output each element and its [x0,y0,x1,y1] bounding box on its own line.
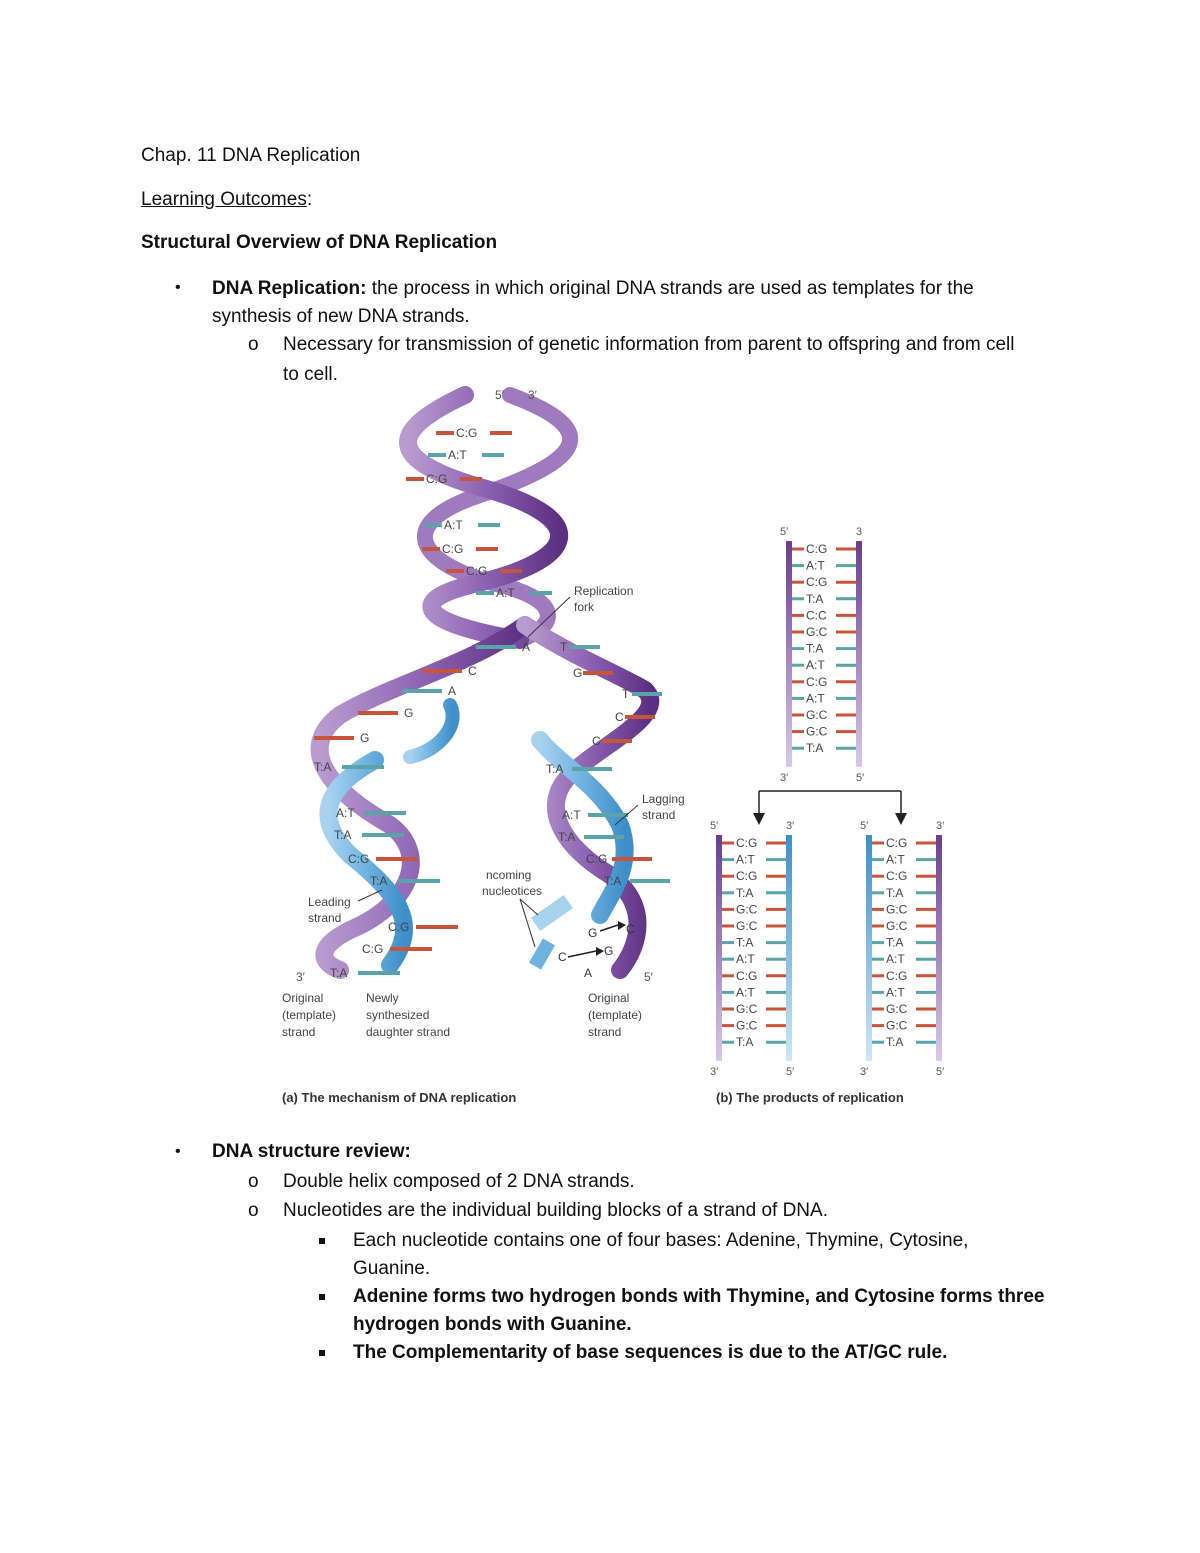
helix-top-base-pair: C:G [466,564,488,578]
sub-bullet-glyph-2: o [248,1171,259,1192]
ladder-product-left-base-pair: G:C [736,1002,758,1016]
helix-top-base-pair: A:T [496,586,515,600]
ladder-product-right-base-pair: G:C [886,919,908,933]
right-daughter-base-pair: T:A [604,874,622,888]
ladder-product-left-base-pair: A:T [736,852,755,867]
ladder-product-right-base-pair: G:C [886,902,908,917]
ladder-product-left-base-pair: G:C [736,902,758,917]
incoming-nucleotide-1 [531,895,573,931]
ladder-parent-base-pair: A:T [806,658,825,673]
right-daughter-base-pair: C:G [586,852,608,866]
caption-b: (b) The products of replication [716,1090,904,1105]
fork-left-base: G [404,706,414,720]
fork-left-base: C [468,664,477,678]
helix-top-base-pair: A:T [448,448,467,462]
right-bottom-five-prime: 5′ [644,970,653,984]
chapter-title: Chap. 11 DNA Replication [141,145,361,166]
ladder-product-left-base-pair: A:T [736,985,755,1000]
learning-outcomes-label: Learning Outcomes [141,189,307,210]
helix-top-base-pair: C:G [456,426,478,440]
learning-outcomes-colon: : [306,189,313,210]
ladder-product-right-top-right-end: 3′ [936,820,945,832]
helix-top-base-pair: C:G [426,472,448,486]
fork-right-base: T [622,687,630,701]
ladder-product-right-base-pair: A:T [886,952,905,967]
ladder-product-left-base-pair: A:T [736,952,755,967]
ladder-parent-bottom-left-end: 3′ [780,771,789,784]
arrow-right-head [895,813,907,825]
bullet2-sub1: Double helix composed of 2 DNA strands. [283,1171,635,1192]
dna-replication-figure [270,385,970,1115]
incoming-base: G [604,944,614,958]
original-left-1: Original [282,991,324,1005]
ladder-product-right-base-pair: T:A [886,935,904,950]
bullet2-sub2: Nucleotides are the individual building blocks of a strand of DNA. [283,1200,828,1221]
fork-right-base: G [573,666,583,680]
leading-strand-label-2: strand [308,911,342,925]
fork-left-base: G [360,731,370,745]
ladder-product-left-base-pair: T:A [736,1035,754,1050]
fork-right-base: C [615,710,624,724]
bullet2-term: DNA structure review: [212,1141,411,1162]
ladder-product-right-bottom-right-end: 5′ [936,1065,945,1078]
ladder-product-left-base-pair: G:C [736,1018,758,1033]
incoming-arrow-2 [568,951,596,957]
ladder-product-left-base-pair: C:G [736,968,758,983]
ladder-parent-base-pair: C:G [806,674,828,689]
newly-1: Newly [366,991,399,1005]
ladder-parent-right-backbone [856,541,862,767]
ladder-product-right-base-pair: G:C [886,1018,908,1033]
section-heading: Structural Overview of DNA Replication [141,232,498,253]
ladder-product-left-top-right-end: 3′ [786,820,795,832]
ladder-parent-left-backbone [786,541,792,767]
left-daughter-base-pair: T:A [370,874,388,888]
ladder-product-right-base-pair: A:T [886,852,905,867]
ladder-parent-top-right-end: 3 [856,526,863,538]
ladder-product-left-bottom-left-end: 3′ [710,1065,719,1078]
incoming-base: C [626,922,635,936]
bullet-glyph: • [175,279,181,296]
ladder-product-right-base-pair: T:A [886,885,904,900]
fork-left-base: A [448,684,457,698]
ladder-parent-bottom-right-end: 5′ [856,771,865,784]
newly-2: synthesized [366,1008,430,1022]
ladder-product-right-base-pair: C:G [886,968,908,983]
bullet1-definition-line2: synthesis of new DNA strands. [212,306,470,327]
square-bullet-3 [319,1350,325,1356]
bullet1-sub1-line1: Necessary for transmission of genetic information from parent to offspring and from cell [283,334,1015,355]
left-daughter-base-pair: C:G [348,852,370,866]
incoming-label-1: ncoming [486,868,532,882]
sub-bullet-glyph-3: o [248,1200,259,1221]
bullet2-item1-line2: Guanine. [353,1258,431,1279]
ladder-product-right-base-pair: C:G [886,869,908,884]
left-bottom-three-prime: 3′ [296,970,305,984]
ladder-parent-base-pair: C:C [806,608,827,623]
left-daughter-base-pair: C:G [388,920,410,934]
right-daughter-base-pair: A:T [562,808,581,822]
lagging-strand-label-1: Lagging [642,792,685,806]
left-daughter-fragment [410,705,453,757]
original-right-1: Original [588,991,630,1005]
replication-fork-label-1: Replication [574,584,634,598]
replication-fork-label-2: fork [574,600,595,614]
square-bullet-1 [319,1238,325,1244]
ladder-product-right-bottom-left-end: 3′ [860,1065,869,1078]
right-daughter-base-pair: T:A [558,830,576,844]
ladder-parent-base-pair: T:A [806,741,824,756]
original-left-2: (template) [282,1008,337,1022]
ladder-parent-base-pair: A:T [806,558,825,573]
fork-left-base: A [522,640,531,654]
original-right-2: (template) [588,1008,643,1022]
incoming-arrow-2-head [596,947,604,956]
ladder-product-right-right-backbone [936,835,942,1061]
ladder-parent-base-pair: C:G [806,575,828,590]
ladder-parent-base-pair: G:C [806,724,828,739]
incoming-base: A [584,966,593,980]
ladder-product-left-bottom-right-end: 5′ [786,1065,795,1078]
ladder-product-right-base-pair: A:T [886,985,905,1000]
incoming-label-2: nucleotices [482,884,543,898]
incoming-base: G [588,926,598,940]
right-daughter-base-pair: T:A [546,762,564,776]
ladder-product-left-top-left-end: 5′ [710,820,719,832]
ladder-product-left-base-pair: T:A [736,885,754,900]
helix-top-base-pair: C:G [442,542,464,556]
learning-outcomes-heading [141,188,312,212]
fork-right-base: C [592,734,601,748]
incoming-arrow-1-head [618,921,626,930]
bullet2-item1-line1: Each nucleotide contains one of four bases: Adenine, Thymine, Cytosine, [353,1230,969,1251]
bullet2-item3: The Complementarity of base sequences is due to the AT/GC rule. [353,1342,948,1363]
ladder-parent-base-pair: G:C [806,625,828,639]
left-daughter-base-pair: T:A [330,966,348,980]
bullet1-term: DNA Replication: [212,278,367,299]
ladder-parent-top-left-end: 5′ [780,526,789,538]
ladder-parent-base-pair: T:A [806,641,824,656]
ladder-product-left-base-pair: C:G [736,836,758,850]
bullet1-line1 [212,277,974,301]
bullet1-definition-line1: the process in which original DNA strands are used as templates for the [366,278,974,299]
newly-3: daughter strand [366,1025,451,1039]
ladder-product-left-base-pair: C:G [736,869,758,884]
bullet1-sub1-line2: to cell. [283,364,338,385]
ladder-product-left-left-backbone [716,835,722,1061]
ladder-product-right-base-pair: C:G [886,836,908,850]
incoming-nucleotide-2 [529,938,555,969]
ladder-parent-base-pair: C:G [806,542,828,556]
left-daughter-base-pair: A:T [336,806,355,820]
fork-right-base: T [560,640,568,654]
ladder-product-left-right-backbone [786,835,792,1061]
caption-a: (a) The mechanism of DNA replication [282,1090,517,1105]
ladder-parent-base-pair: T:A [806,591,824,606]
left-daughter-base-pair: T:A [314,760,332,774]
helix-top-five-prime: 5′ [495,388,504,402]
left-daughter-base-pair: C:G [362,942,384,956]
leading-strand-pointer [358,890,382,901]
incoming-base: C [558,950,567,964]
ladder-product-left-base-pair: T:A [736,935,754,950]
incoming-arrow-1 [600,925,618,931]
helix-top-three-prime: 3′ [528,388,537,402]
original-left-3: strand [282,1025,316,1039]
ladder-parent-base-pair: G:C [806,708,828,722]
ladder-product-right-top-left-end: 5′ [860,820,869,832]
fork-left-template-strand [320,625,525,970]
square-bullet-2 [319,1294,325,1300]
bullet2-item2-line2: hydrogen bonds with Guanine. [353,1314,632,1335]
left-daughter-base-pair: T:A [334,828,352,842]
lagging-strand-label-2: strand [642,808,676,822]
helix-top-base-pair: A:T [444,518,463,532]
ladder-parent-base-pair: A:T [806,691,825,706]
original-right-3: strand [588,1025,622,1039]
bullet2-item2-line1: Adenine forms two hydrogen bonds with Thymine, and Cytosine forms three [353,1286,1045,1307]
arrow-left-head [753,813,765,825]
ladder-product-right-left-backbone [866,835,872,1061]
ladder-product-left-base-pair: G:C [736,919,758,933]
sub-bullet-glyph: o [248,334,259,355]
ladder-product-right-base-pair: T:A [886,1035,904,1050]
bullet-glyph-2: • [175,1143,181,1160]
leading-strand-label-1: Leading [308,895,351,909]
ladder-product-right-base-pair: G:C [886,1002,908,1016]
